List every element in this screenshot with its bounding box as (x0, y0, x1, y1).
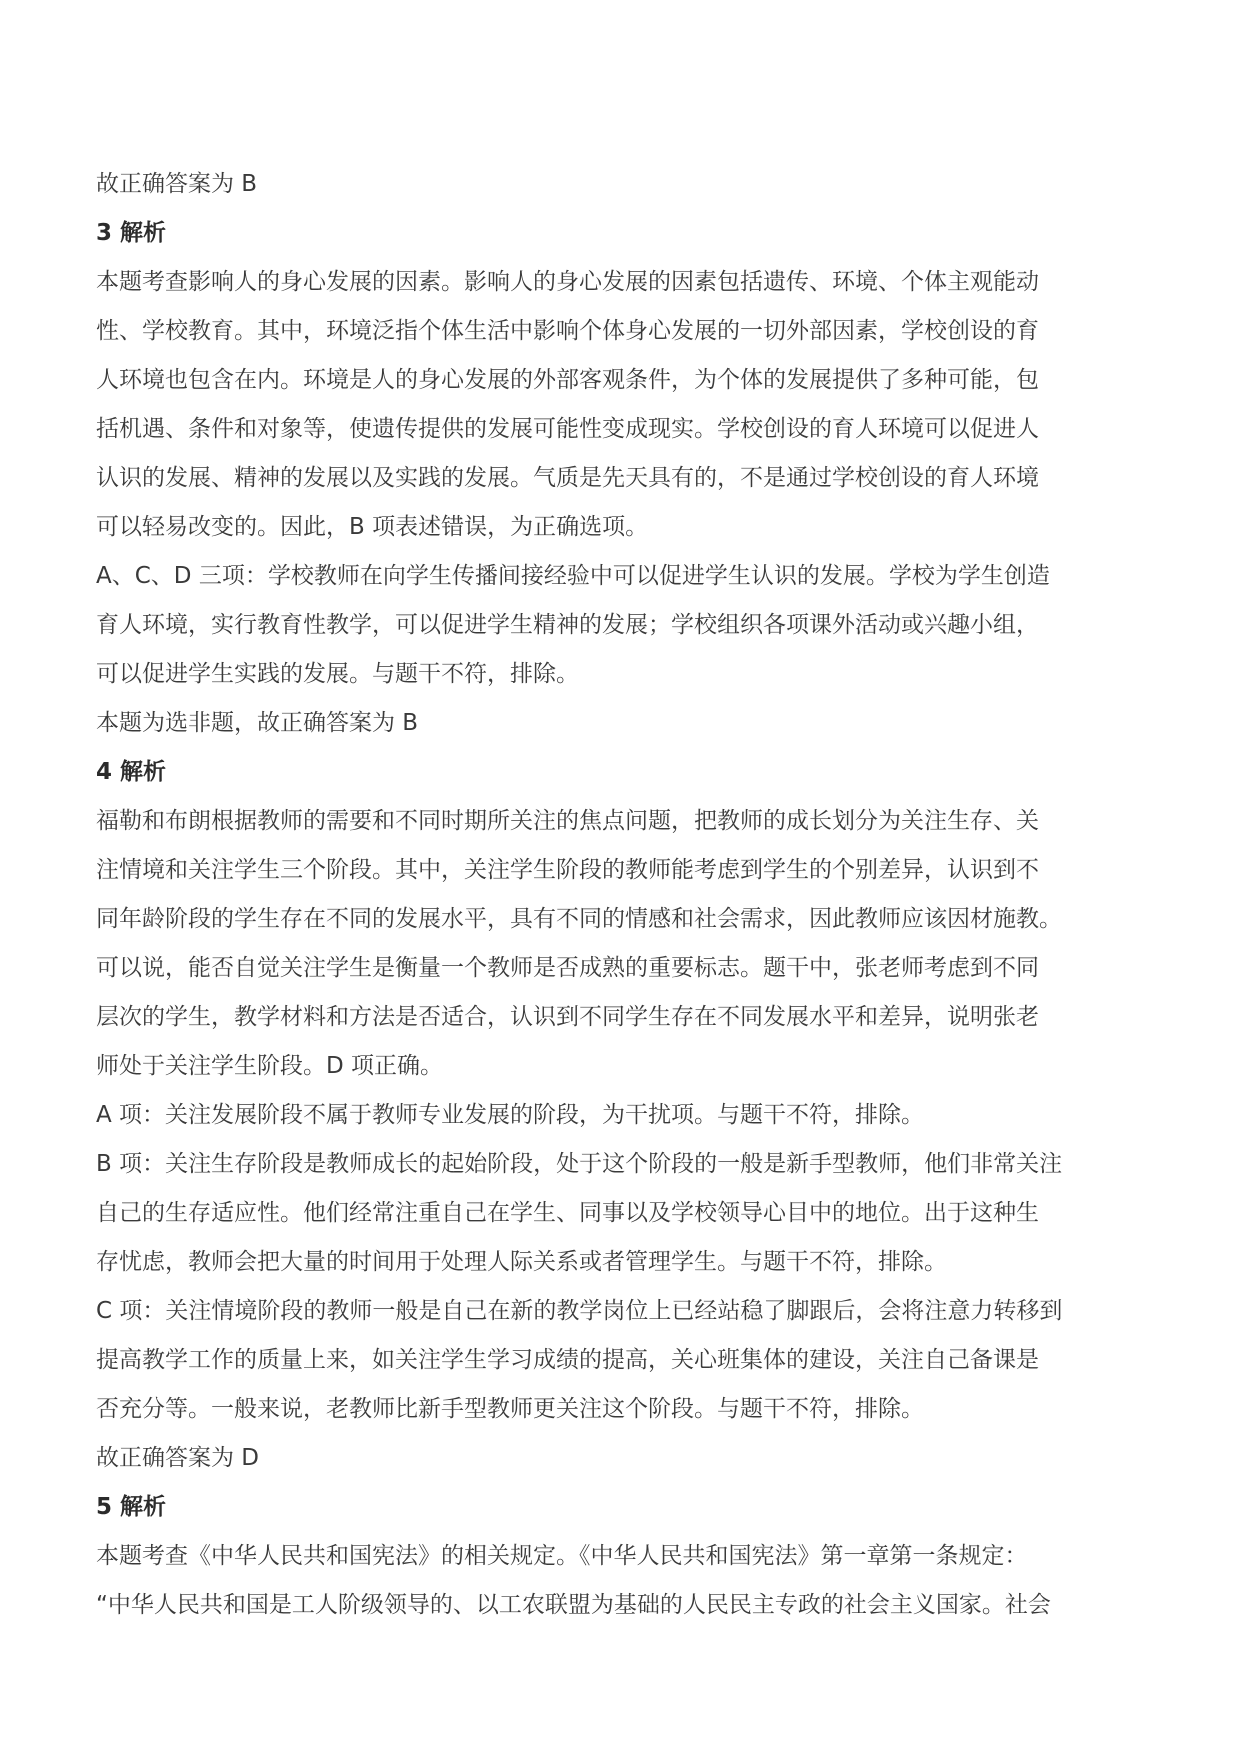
document-page (96, 160, 1151, 1630)
text-line: 本题为选非题，故正确答案为 B (96, 710, 419, 736)
text-line: B 项：关注生存阶段是教师成长的起始阶段，处于这个阶段的一般是新手型教师，他们非常关注 (96, 1151, 1063, 1177)
text-line: A 项：关注发展阶段不属于教师专业发展的阶段，为干扰项。与题干不符，排除。 (96, 1102, 925, 1128)
text-line: 存忧虑，教师会把大量的时间用于处理人际关系或者管理学生。与题干不符，排除。 (96, 1249, 947, 1275)
text-line: 括机遇、条件和对象等，使遗传提供的发展可能性变成现实。学校创设的育人环境可以促进人 (96, 416, 1039, 442)
text-line: 师处于关注学生阶段。D 项正确。 (96, 1053, 444, 1079)
text-line: 可以说，能否自觉关注学生是衡量一个教师是否成熟的重要标志。题干中，张老师考虑到不同 (96, 955, 1039, 981)
text-line: 育人环境，实行教育性教学，可以促进学生精神的发展；学校组织各项课外活动或兴趣小组， (96, 612, 1039, 638)
text-line: 福勒和布朗根据教师的需要和不同时期所关注的焦点问题，把教师的成长划分为关注生存、关 (96, 808, 1039, 834)
text-line: 可以促进学生实践的发展。与题干不符，排除。 (96, 661, 579, 687)
text-line: 本题考查影响人的身心发展的因素。影响人的身心发展的因素包括遗传、环境、个体主观能动 (96, 269, 1039, 295)
text-line: 同年龄阶段的学生存在不同的发展水平，具有不同的情感和社会需求，因此教师应该因材施教。 (96, 906, 1062, 932)
text-line: 注情境和关注学生三个阶段。其中，关注学生阶段的教师能考虑到学生的个别差异，认识到不 (96, 857, 1039, 883)
text-line: 故正确答案为 D (96, 1445, 260, 1471)
text-line: A、C、D 三项：学校教师在向学生传播间接经验中可以促进学生认识的发展。学校为学生创造 (96, 563, 1050, 589)
text-line: C 项：关注情境阶段的教师一般是自己在新的教学岗位上已经站稳了脚跟后，会将注意力转移到 (96, 1298, 1063, 1324)
text-line: “中华人民共和国是工人阶级领导的、以工农联盟为基础的人民民主专政的社会主义国家。社会 (96, 1592, 1051, 1618)
text-line: 本题考查《中华人民共和国宪法》的相关规定。《中华人民共和国宪法》第一章第一条规定： (96, 1543, 1028, 1569)
text-line: 认识的发展、精神的发展以及实践的发展。气质是先天具有的，不是通过学校创设的育人环境 (96, 465, 1039, 491)
text-line: 层次的学生，教学材料和方法是否适合，认识到不同学生存在不同发展水平和差异，说明张老 (96, 1004, 1039, 1030)
text-line: 提高教学工作的质量上来，如关注学生学习成绩的提高，关心班集体的建设，关注自己备课是 (96, 1347, 1039, 1373)
text-line: 自己的生存适应性。他们经常注重自己在学生、同事以及学校领导心目中的地位。出于这种生 (96, 1200, 1039, 1226)
text-line: 人环境也包含在内。环境是人的身心发展的外部客观条件，为个体的发展提供了多种可能，包 (96, 367, 1039, 393)
text-line: 可以轻易改变的。因此，B 项表述错误，为正确选项。 (96, 514, 649, 540)
text-line: 性、学校教育。其中，环境泛指个体生活中影响个体身心发展的一切外部因素，学校创设的育 (96, 318, 1039, 344)
section-heading: 3 解析 (96, 220, 167, 246)
text-line: 故正确答案为 B (96, 171, 258, 197)
section-heading: 4 解析 (96, 759, 167, 785)
text-line: 否充分等。一般来说，老教师比新手型教师更关注这个阶段。与题干不符，排除。 (96, 1396, 924, 1422)
section-heading: 5 解析 (96, 1494, 167, 1520)
